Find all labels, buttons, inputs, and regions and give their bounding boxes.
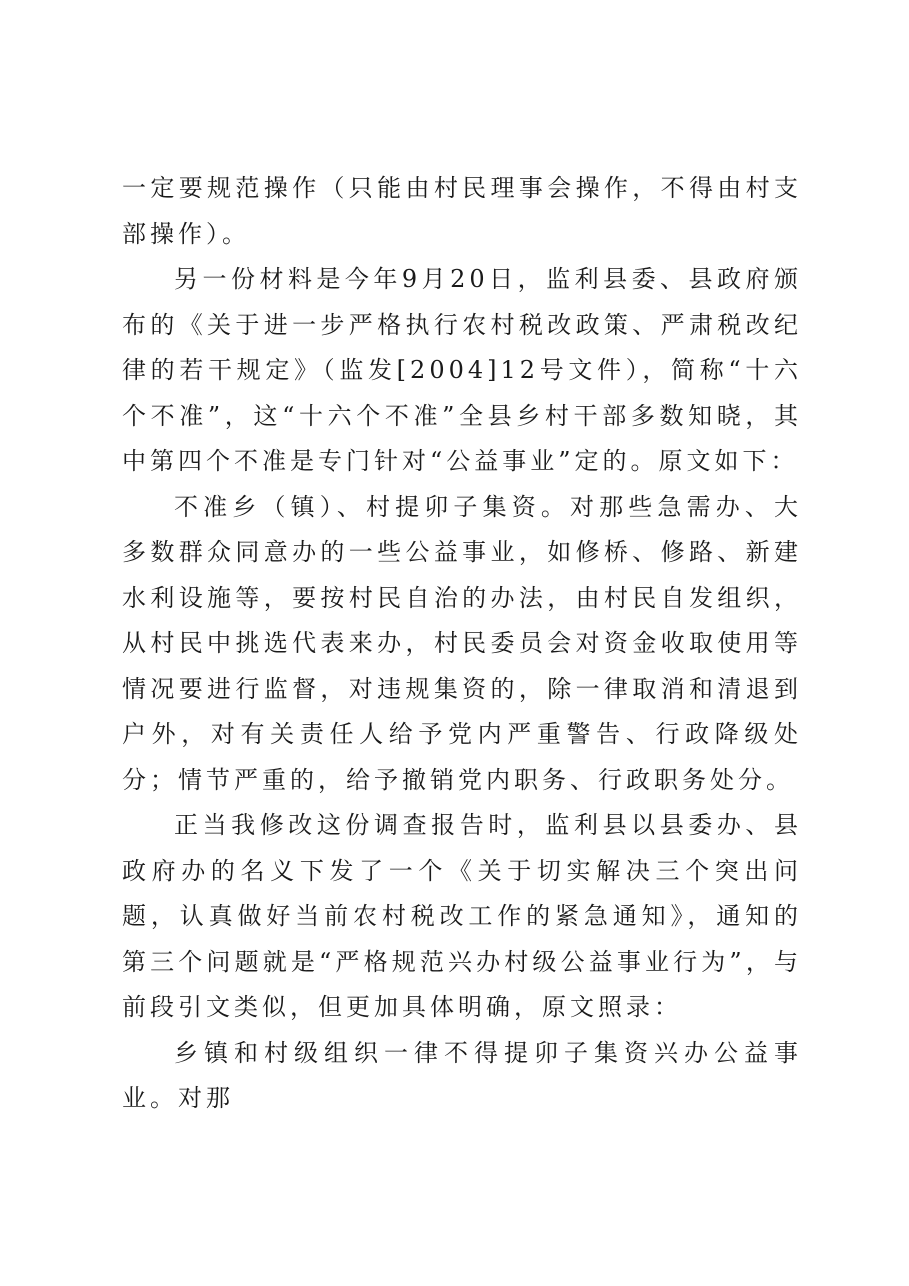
- paragraph-continuation: 一定要规范操作（只能由村民理事会操作，不得由村支部操作）。: [122, 174, 802, 248]
- paragraph-quoted-rule: 不准乡（镇）、村提卯子集资。对那些急需办、大多数群众同意办的一些公益事业，如修桥、修路、新建水利设施等，要按村民自治的办法，由村民自发组织，从村民中挑选代表来办，村民委员会对资金收取使用等情况要进行监督，对违规集资的，除一律取消和清退到户外，对有关责任人给予党内严重警告、行政降级处分；情节严重的，给予撤销党内职务、行政职务处分。: [122, 492, 802, 794]
- paragraph-quoted-notice: 乡镇和村级组织一律不得提卯子集资兴办公益事业。对那: [122, 1038, 802, 1112]
- paragraph-material: 另一份材料是今年9月20日，监利县委、县政府颁布的《关于进一步严格执行农村税改政策、严肃税改纪律的若干规定》（监发[2004]12号文件），简称“十六个不准”，这“十六个不准”全县乡村干部多数知晓，其中第四个不准是专门针对“公益事业”定的。原文如下：: [122, 265, 802, 475]
- body-text: [122, 166, 802, 1122]
- paragraph-notice: 正当我修改这份调查报告时，监利县以县委办、县政府办的名义下发了一个《关于切实解决三个突出问题，认真做好当前农村税改工作的紧急通知》，通知的第三个问题就是“严格规范兴办村级公益事业行为”，与前段引文类似，但更加具体明确，原文照录：: [122, 811, 802, 1021]
